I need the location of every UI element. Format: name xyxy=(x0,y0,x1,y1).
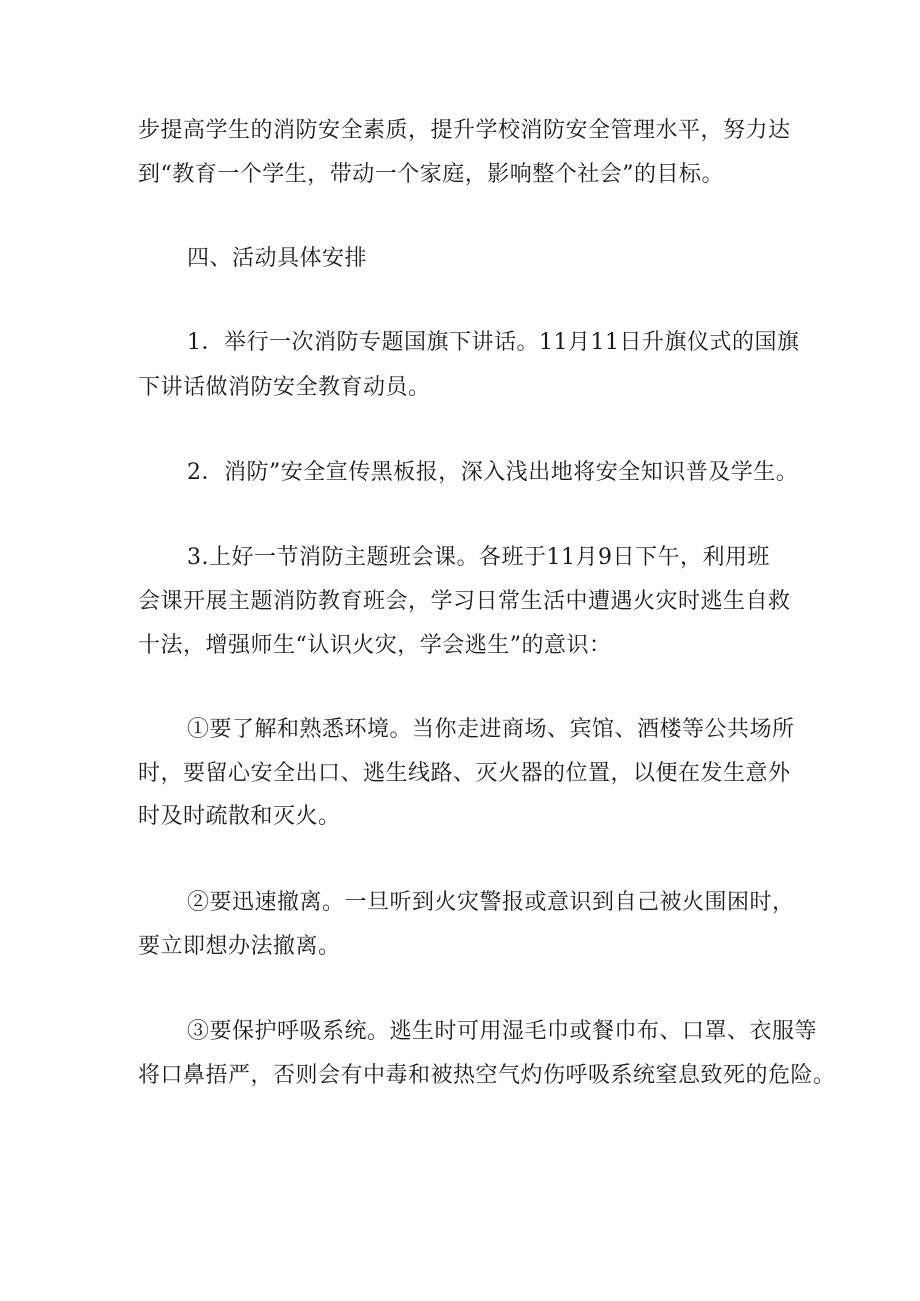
intro-line-1: 步提高学生的消防安全素质，提升学校消防安全管理水平，努力达 xyxy=(138,118,791,143)
item-3-line-1: 3.上好一节消防主题班会课。各班于11月9日下午，利用班 xyxy=(187,545,770,570)
section-heading: 四、活动具体安排 xyxy=(187,246,368,271)
tip-1-line-1: ①要了解和熟悉环境。当你走进商场、宾馆、酒楼等公共场所 xyxy=(187,717,795,742)
item-1-line-1: 1．举行一次消防专题国旗下讲话。11月11日升旗仪式的国旗 xyxy=(187,330,800,355)
tip-1-line-3: 时及时疏散和灭火。 xyxy=(138,804,341,829)
tip-3-line-2: 将口鼻捂严，否则会有中毒和被热空气灼伤呼吸系统窒息致死的危险。 xyxy=(138,1063,836,1088)
item-2-line-1: 2．消防”安全宣传黑板报，深入浅出地将安全知识普及学生。 xyxy=(187,460,799,485)
tip-2-line-1: ②要迅速撤离。一旦听到火灾警报或意识到自己被火围困时， xyxy=(187,890,795,915)
item-1-line-2: 下讲话做消防安全教育动员。 xyxy=(138,375,431,400)
tip-1-line-2: 时，要留心安全出口、逃生线路、灭火器的位置，以便在发生意外 xyxy=(138,761,791,786)
intro-line-2: 到“教育一个学生，带动一个家庭，影响整个社会”的目标。 xyxy=(138,162,724,187)
tip-2-line-2: 要立即想办法撤离。 xyxy=(138,934,341,959)
tip-3-line-1: ③要保护呼吸系统。逃生时可用湿毛巾或餐巾布、口罩、衣服等 xyxy=(187,1019,818,1044)
item-3-line-3: 十法，增强师生“认识火灾，学会逃生”的意识： xyxy=(138,633,612,658)
item-3-line-2: 会课开展主题消防教育班会，学习日常生活中遭遇火灾时逃生自救 xyxy=(138,589,791,614)
